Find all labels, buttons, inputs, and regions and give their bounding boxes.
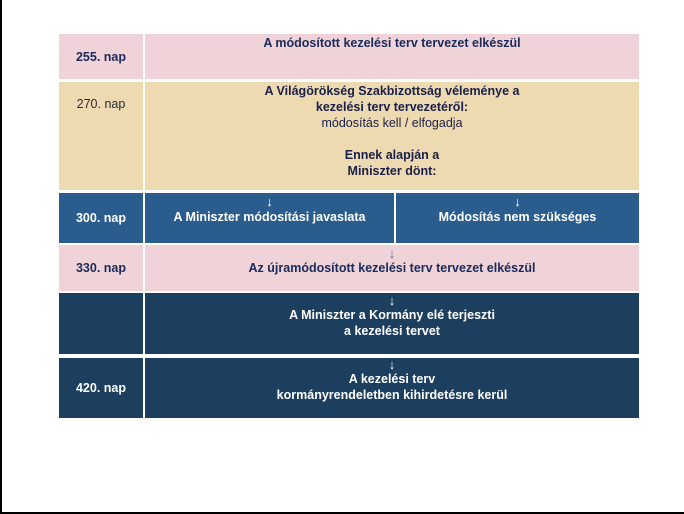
step-text-line: Ennek alapján a [344,148,440,162]
step-text [145,245,639,291]
step-text-line: a kezelési tervet [344,324,440,338]
step-text-line: A Világörökség Szakbizottság véleménye a [264,84,520,98]
timeline-row-330 [59,245,639,291]
step-text-line: Az újramódosított kezelési terv tervezet elkészül [248,261,536,275]
step-text-line: módosítás kell / elfogadja [321,116,463,130]
step-text [145,293,639,354]
step-text [145,34,639,79]
day-label: 270. nap [59,82,145,190]
timeline-row-270 [59,82,639,190]
day-label: 330. nap [59,245,145,291]
down-arrow-icon: ↓ [514,194,521,209]
step-text-line: A módosított kezelési terv tervezet elkészül [263,36,521,50]
step-text-line: kezelési terv tervezetéről: [315,100,469,114]
day-label: 420. nap [59,358,145,418]
timeline-row-255 [59,34,639,79]
step-text-line: kormányrendeletben kihirdetésre kerül [276,388,508,402]
day-label: 255. nap [59,34,145,79]
step-text-line: Miniszter dönt: [347,164,437,178]
timeline-row-300 [59,193,639,243]
timeline-row-government [59,293,639,354]
step-text-line: A kezelési terv [348,372,436,386]
option-text: A Miniszter módosítási javaslata [173,210,366,224]
day-label: 300. nap [59,193,145,243]
step-text [145,82,639,190]
down-arrow-icon: ↓ [266,194,273,209]
timeline-row-420 [59,358,639,418]
decision-split [145,193,639,243]
day-label [59,293,145,354]
down-arrow-icon: ↓ [388,357,396,372]
step-text-line: A Miniszter a Kormány elé terjeszti [289,308,495,322]
option-text: Módosítás nem szükséges [438,210,597,224]
down-arrow-icon: ↓ [388,246,396,261]
down-arrow-icon: ↓ [388,293,396,308]
decision-option-left [145,193,396,243]
decision-option-right [396,193,639,243]
step-text [145,358,639,418]
